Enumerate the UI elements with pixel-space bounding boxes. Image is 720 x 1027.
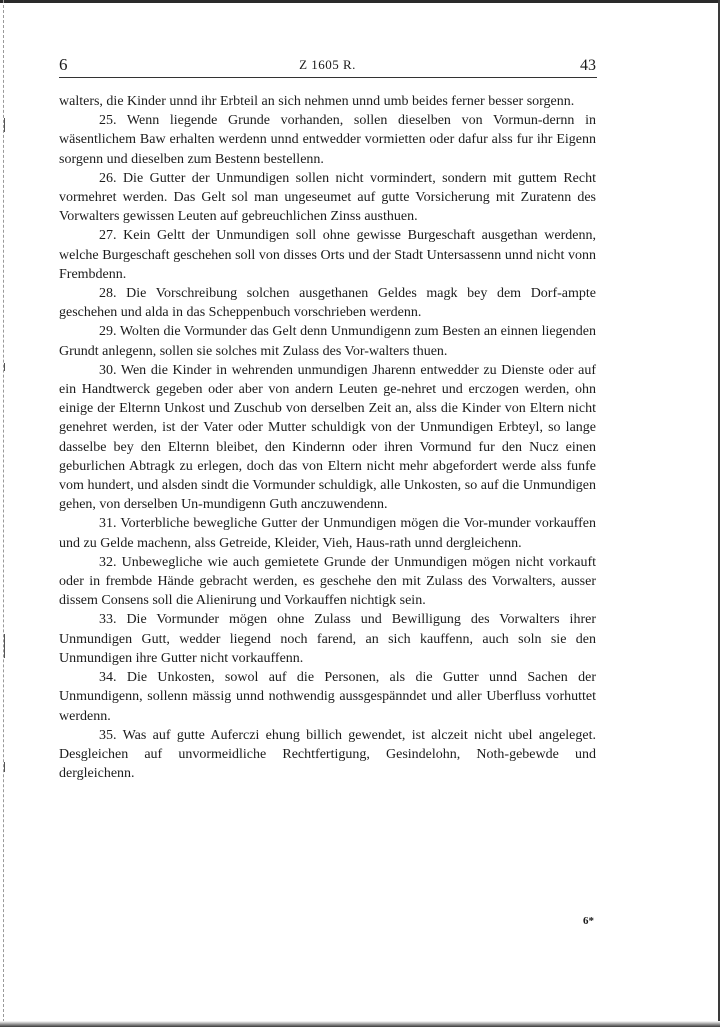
scan-top-edge: [0, 0, 720, 3]
margin-mark: [4, 762, 5, 772]
margin-mark: [4, 363, 5, 371]
paragraph-29: 29. Wolten die Vormunder das Gelt denn Unmundigenn zum Besten an einnen liegenden Grundt anlegenn, sollen sie solches mit Zulass des Vor-walters thuen.: [59, 324, 596, 359]
running-title: Z 1605 R.: [299, 57, 356, 72]
paragraph-continuation: walters, die Kinder unnd ihr Erbteil an sich nehmen unnd umb beides ferner besser sorgenn.: [59, 94, 575, 109]
scan-bottom-edge: [0, 1021, 720, 1027]
scan-left-edge: [3, 0, 4, 1027]
paragraph-25: 25. Wenn liegende Grunde vorhanden, sollen dieselben von Vormun-dernn in wäsentlichem Baw erhalten werdenn unnd entwedder vormietten oder dafur alss fur ihr Eigenn sorgenn und dieselben zum Bestenn bestellenn.: [59, 113, 596, 167]
signature-mark: 6*: [583, 915, 594, 927]
paragraph-31: 31. Vorterbliche bewegliche Gutter der Unmundigen mögen die Vor-munder vorkauffen und zu Gelde machenn, alss Getreide, Kleider, Vieh, Haus-rath unnd dergleichenn.: [59, 516, 596, 551]
paragraph-32: 32. Unbewegliche wie auch gemietete Grunde der Unmundigen mögen nicht vorkauft oder in frembde Hände gebracht werden, es geschehe den mit Zulass des Vorwalters, ausser dissem Consens soll die Alienirung und Vorkauffen nichtigk sein.: [59, 554, 596, 609]
paragraph-27: 27. Kein Geltt der Unmundigen soll ohne gewisse Burgeschaft ausgethan werdenn, welche Burgeschaft geschehen soll von disses Orts und der Stadt Untersassenn unnd nicht vonn Frembdenn.: [59, 228, 596, 282]
paragraph-26: 26. Die Gutter der Unmundigen sollen nicht vormindert, sondern mit guttem Recht vormehret werden. Das Gelt sol man ungeseumet auf gutte Vorsicherung mit Zuratenn des Vorwalters gewissen Leuten auf gebreuchlichen Zinss austhuen.: [59, 170, 596, 225]
paragraph-30: 30. Wen die Kinder in wehrenden unmundigen Jharenn entwedder zu Dienste oder auf ein Handtwerck gegeben oder aber von andern Leuten ge-nehret und erczogen werden, ohn einige der Elternn Unkost und Zuschub von derselben Zeit an, alss die Kinder von Eltern nicht genehret werden, ist der Vater oder Mutter schuldigk von der Unmundigen Erbteyl, so lange dasselbe bey den Elternn bleibet, den Kindernn oder ihren Vormund fur den Nucz einen geburlichen Abtragk zu erlegen, doch das von Eltern nicht mehr abgefordert werde alss funfe vom hundert, und alsden sindt die Vormunder schuldigk, alle Unkosten, so auf die Unmundigen gehen, von derselben Un-mundigenn Guth anczuwendenn.: [59, 362, 596, 513]
paragraph-35: 35. Was auf gutte Auferczi ehung billich gewendet, ist alczeit nicht ubel angeleget. Desgleichen auf unvormeidliche Rechtfertigung, Gesindelohn, Noth-gebewde und dergleichenn.: [59, 727, 596, 782]
header-rule: [59, 77, 597, 78]
margin-mark: [4, 634, 5, 658]
paragraph-34: 34. Die Unkosten, sowol auf die Personen, als die Gutter unnd Sachen der Unmundigenn, sollenn mässig unnd nothwendig aussgespänndet und aller Uberfluss vorhuttet werdenn.: [59, 670, 596, 724]
right-page-number: 43: [580, 57, 596, 74]
left-page-number: 6: [59, 55, 68, 74]
paragraph-28: 28. Die Vorschreibung solchen ausgethanen Geldes magk bey dem Dorf-ampte geschehen und alda in das Scheppenbuch vorschrieben werdenn.: [59, 286, 596, 321]
paragraph-33: 33. Die Vormunder mögen ohne Zulass und Bewilligung des Vorwalters ihrer Unmundigen Gutt, wedder liegend noch farend, an sich kauffenn, auch soln sie den Unmundigen ihre Gutter nicht vorkauffenn.: [59, 612, 596, 666]
page-header: [59, 55, 596, 77]
body-text: [59, 92, 596, 783]
margin-mark: [4, 118, 5, 132]
